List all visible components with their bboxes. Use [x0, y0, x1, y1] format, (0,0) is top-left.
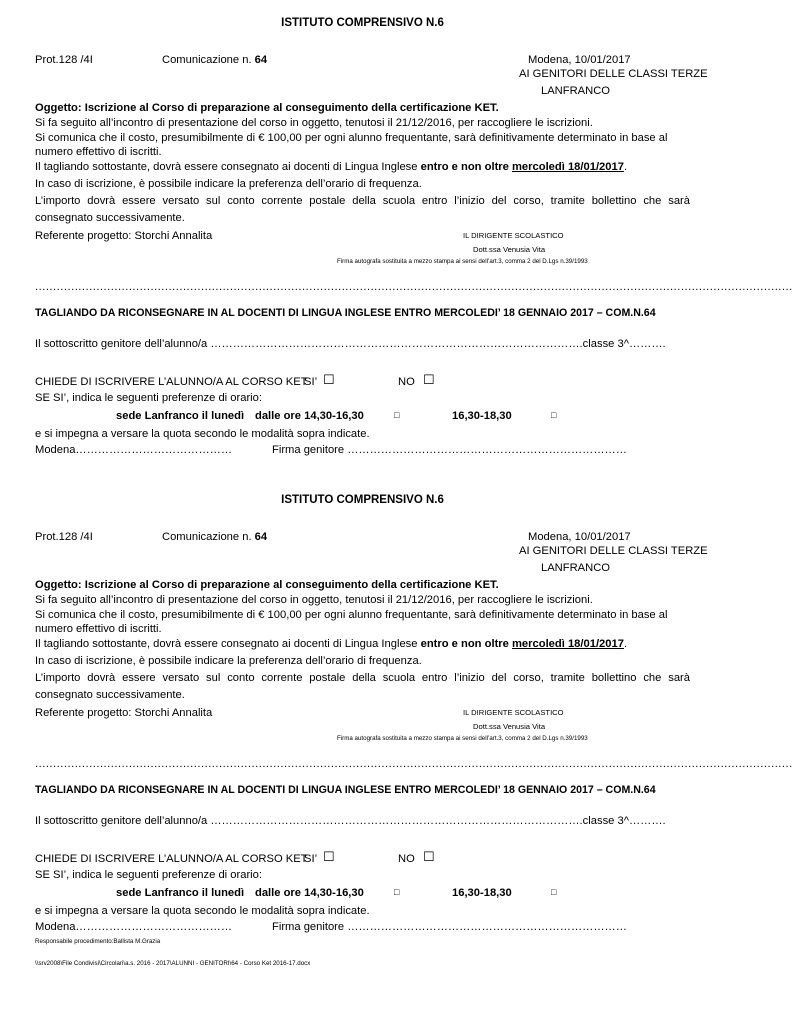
principal-title: IL DIRIGENTE SCOLASTICO — [463, 231, 564, 240]
communication-value: 64 — [254, 54, 268, 66]
yes-checkbox[interactable]: ☐ — [323, 372, 335, 387]
paragraph-2-cont: numero effettivo di iscritti. — [35, 146, 162, 158]
request-line: CHIEDE DI ISCRIVERE L’ALUNNO/A AL CORSO KET — [35, 853, 308, 865]
location-day: sede Lanfranco il lunedì — [116, 887, 245, 899]
paragraph-1: Si fa seguito all’incontro di presentazione del corso in oggetto, tenutosi il 21/12/2016, per raccogliere le iscrizioni. — [35, 117, 593, 129]
time-slot-2: 16,30-18,30 — [452, 887, 512, 899]
location-day: sede Lanfranco il lunedì — [116, 410, 245, 422]
yes-label: SI’ — [304, 376, 318, 388]
project-referent: Referente progetto: Storchi Annalita — [35, 230, 213, 242]
protocol-number: Prot.128 /4I — [35, 54, 93, 66]
no-checkbox[interactable]: ☐ — [423, 849, 435, 864]
principal-title: IL DIRIGENTE SCOLASTICO — [463, 708, 564, 717]
parent-signature-field: Firma genitore ………………………………………………………………… — [272, 921, 627, 933]
paragraph-2: Si comunica che il costo, presumibilmente di € 100,00 per ogni alunno frequentante, sarà definitivamente determinato in base al — [35, 132, 668, 144]
recipient: AI GENITORI DELLE CLASSI TERZE — [519, 545, 708, 557]
paragraph-4: In caso di iscrizione, è possibile indicare la preferenza dell’orario di frequenza. — [35, 178, 422, 190]
date: Modena, 10/01/2017 — [528, 531, 631, 543]
file-path: \\srv2008\File Condivisi\Circolari\a.s. 2016 - 2017\ALUNNI - GENITORI\64 - Corso Ket 2016-17.docx — [35, 960, 311, 967]
paragraph-5-cont: consegnato successivamente. — [35, 689, 185, 701]
yes-label: SI’ — [304, 853, 318, 865]
protocol-number: Prot.128 /4I — [35, 531, 93, 543]
time-slot-1: dalle ore 14,30-16,30 — [255, 410, 364, 422]
place-field: Modena…………………………………… — [35, 444, 233, 456]
time-slot-2-checkbox[interactable]: □ — [551, 887, 557, 897]
no-label: NO — [398, 853, 415, 865]
communication-label: Comunicazione n. — [162, 531, 252, 543]
principal-name: Dott.ssa Venusia Vita — [473, 722, 546, 731]
project-referent: Referente progetto: Storchi Annalita — [35, 707, 213, 719]
recipient-school: LANFRANCO — [541, 562, 610, 574]
time-slot-1-checkbox[interactable]: □ — [394, 887, 400, 897]
communication-number — [162, 530, 267, 544]
no-label: NO — [398, 376, 415, 388]
time-slot-1-checkbox[interactable]: □ — [394, 410, 400, 420]
yes-checkbox[interactable]: ☐ — [323, 849, 335, 864]
subject: Oggetto: Iscrizione al Corso di preparazione al conseguimento della certificazione KET. — [35, 102, 499, 114]
coupon-title: TAGLIANDO DA RICONSEGNARE IN AL DOCENTI DI LINGUA INGLESE ENTRO MERCOLEDI’ 18 GENNAIO 2017 – COM.N.64 — [35, 784, 656, 796]
paragraph-5: L’importo dovrà essere versato sul conto corrente postale della scuola entro l’inizio del corso, tramite bollettino che sarà — [35, 195, 690, 207]
paragraph-3 — [35, 160, 627, 174]
responsible-officer: Responsabile procedimento:Ballista M.Grazia — [35, 938, 161, 945]
place-field: Modena…………………………………… — [35, 921, 233, 933]
deadline-date: mercoledì 18/01/2017 — [511, 161, 624, 173]
no-checkbox[interactable]: ☐ — [423, 372, 435, 387]
principal-name: Dott.ssa Venusia Vita — [473, 245, 546, 254]
undersigned-line: Il sottoscritto genitore dell’alunno/a ……………………………………………………………………………………….classe 3^………. — [35, 815, 666, 827]
subject: Oggetto: Iscrizione al Corso di preparazione al conseguimento della certificazione KET. — [35, 579, 499, 591]
parent-signature-field: Firma genitore ………………………………………………………………… — [272, 444, 627, 456]
communication-label: Comunicazione n. — [162, 54, 252, 66]
signature-note: Firma autografa sostituita a mezzo stampa ai sensi dell’art.3, comma 2 del D.Lgs n.39/1993 — [337, 258, 588, 265]
preferences-line: SE SI’, indica le seguenti preferenze di orario: — [35, 869, 262, 881]
school-title: ISTITUTO COMPRENSIVO N.6 — [281, 494, 444, 506]
paragraph-2: Si comunica che il costo, presumibilmente di € 100,00 per ogni alunno frequentante, sarà definitivamente determinato in base al — [35, 609, 668, 621]
deadline-date: mercoledì 18/01/2017 — [511, 638, 624, 650]
paragraph-3 — [35, 637, 627, 651]
coupon-title: TAGLIANDO DA RICONSEGNARE IN AL DOCENTI DI LINGUA INGLESE ENTRO MERCOLEDI’ 18 GENNAIO 2017 – COM.N.64 — [35, 307, 656, 319]
recipient-school: LANFRANCO — [541, 85, 610, 97]
communication-number — [162, 53, 267, 67]
time-slot-2: 16,30-18,30 — [452, 410, 512, 422]
paragraph-3-end: . — [623, 161, 628, 173]
paragraph-3-text: Il tagliando sottostante, dovrà essere consegnato ai docenti di Lingua Inglese — [35, 638, 421, 650]
school-title: ISTITUTO COMPRENSIVO N.6 — [281, 17, 444, 29]
paragraph-3-text: Il tagliando sottostante, dovrà essere consegnato ai docenti di Lingua Inglese — [35, 161, 421, 173]
undersigned-line: Il sottoscritto genitore dell’alunno/a ……………………………………………………………………………………….classe 3^………. — [35, 338, 666, 350]
cut-line: .................................................................................................................................................................................................................. — [35, 758, 793, 770]
deadline-lead: entro e non oltre — [420, 161, 512, 173]
deadline-lead: entro e non oltre — [420, 638, 512, 650]
commitment-line: e si impegna a versare la quota secondo le modalità sopra indicate. — [35, 428, 370, 440]
request-line: CHIEDE DI ISCRIVERE L’ALUNNO/A AL CORSO KET — [35, 376, 308, 388]
paragraph-1: Si fa seguito all’incontro di presentazione del corso in oggetto, tenutosi il 21/12/2016, per raccogliere le iscrizioni. — [35, 594, 593, 606]
commitment-line: e si impegna a versare la quota secondo le modalità sopra indicate. — [35, 905, 370, 917]
signature-note: Firma autografa sostituita a mezzo stampa ai sensi dell’art.3, comma 2 del D.Lgs n.39/1993 — [337, 735, 588, 742]
time-slot-1: dalle ore 14,30-16,30 — [255, 887, 364, 899]
paragraph-3-end: . — [623, 638, 628, 650]
paragraph-2-cont: numero effettivo di iscritti. — [35, 623, 162, 635]
paragraph-5: L’importo dovrà essere versato sul conto corrente postale della scuola entro l’inizio del corso, tramite bollettino che sarà — [35, 672, 690, 684]
date: Modena, 10/01/2017 — [528, 54, 631, 66]
cut-line: .................................................................................................................................................................................................................. — [35, 281, 793, 293]
communication-value: 64 — [254, 531, 268, 543]
paragraph-5-cont: consegnato successivamente. — [35, 212, 185, 224]
preferences-line: SE SI’, indica le seguenti preferenze di orario: — [35, 392, 262, 404]
time-slot-2-checkbox[interactable]: □ — [551, 410, 557, 420]
recipient: AI GENITORI DELLE CLASSI TERZE — [519, 68, 708, 80]
paragraph-4: In caso di iscrizione, è possibile indicare la preferenza dell’orario di frequenza. — [35, 655, 422, 667]
